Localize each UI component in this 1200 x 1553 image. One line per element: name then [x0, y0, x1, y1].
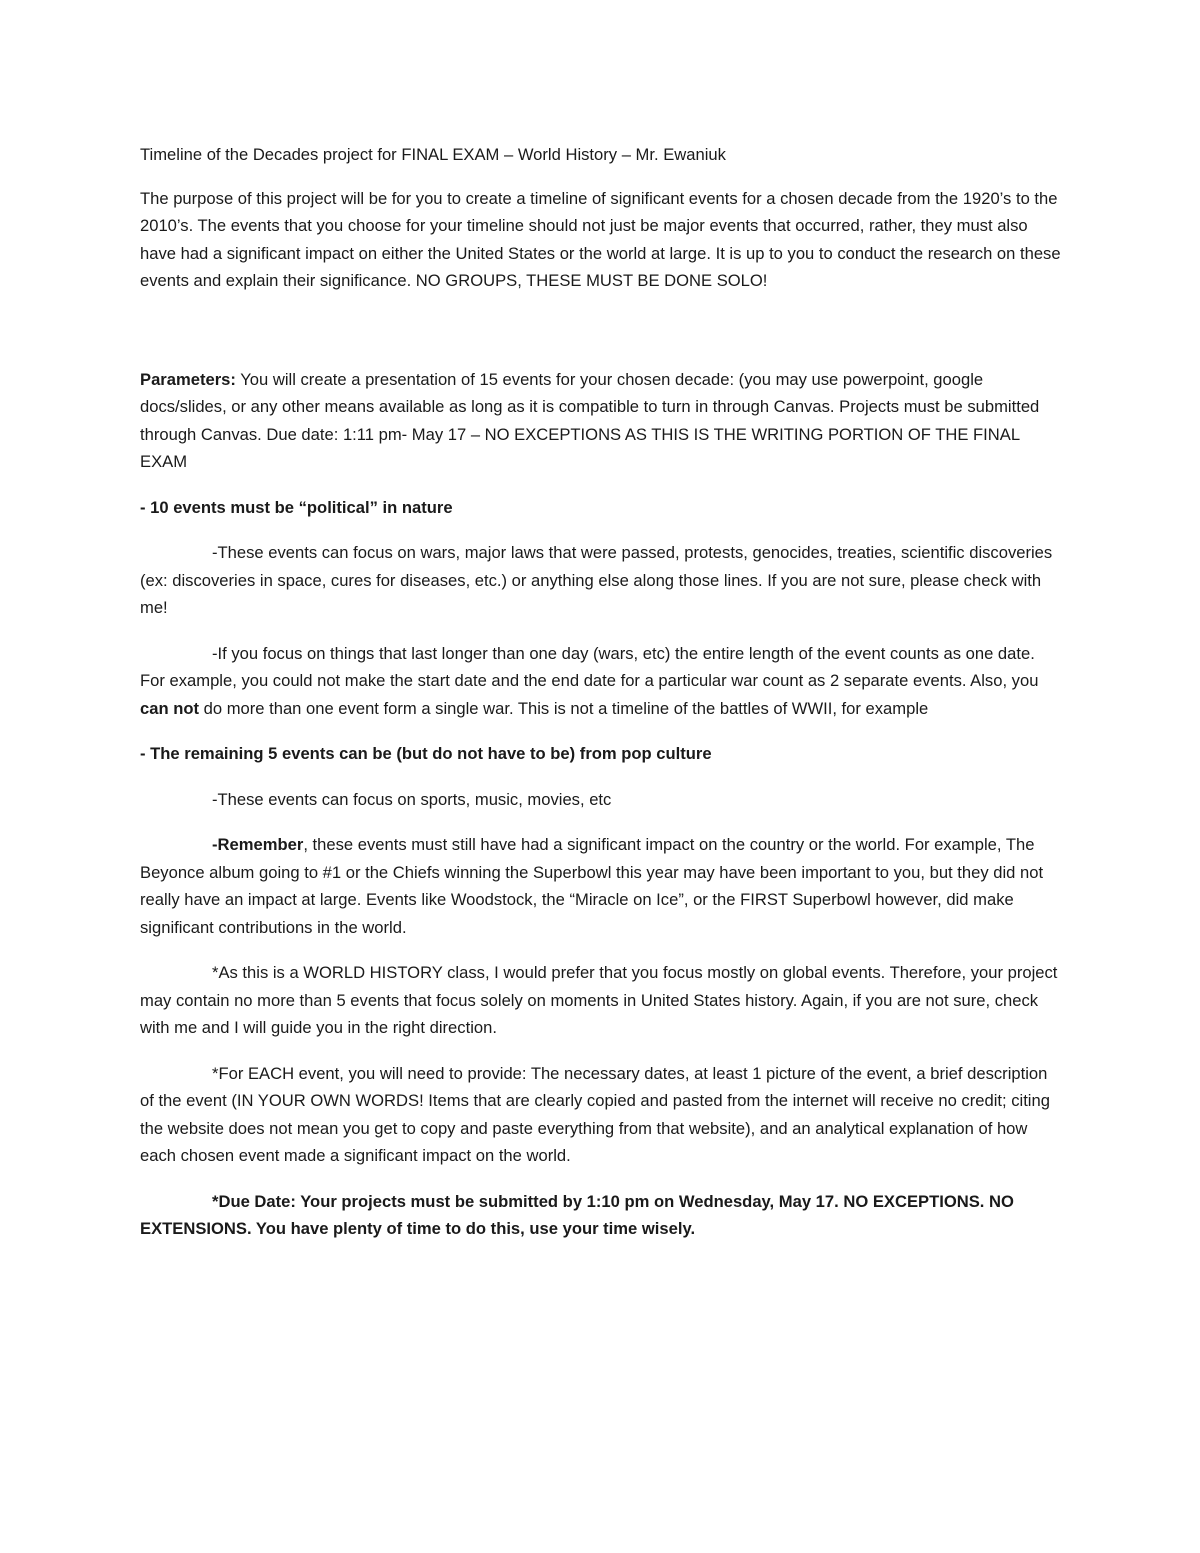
political-paragraph-2-end: do more than one event form a single war. This is not a timeline of the battles of WWII, for example	[199, 698, 929, 718]
due-date-note	[140, 1188, 1062, 1243]
political-paragraph-2-start: -If you focus on things that last longer than one day (wars, etc) the entire length of the event counts as one date. For example, you could not make the start date and the end date for a particular war count as 2 separate events. Also, you	[140, 643, 1039, 690]
parameters-text: You will create a presentation of 15 events for your chosen decade: (you may use powerpoint, google docs/slides, or any other means available as long as it is compatible to turn in through Canvas. Projects must be submitted through Canvas. Due date: 1:11 pm- May 17 – NO EXCEPTIONS AS THIS IS THE WRITING PORTION OF THE FINAL EXAM	[140, 369, 1040, 471]
political-heading-text: - 10 events must be “political” in nature	[140, 497, 453, 517]
political-heading	[140, 494, 1062, 522]
parameters-paragraph	[140, 366, 1062, 476]
due-date-text: *Due Date: Your projects must be submitted by 1:10 pm on Wednesday, May 17. NO EXCEPTIONS. NO EXTENSIONS. You have plenty of time to do this, use your time wisely.	[140, 1191, 1014, 1238]
parameters-label: Parameters:	[140, 369, 236, 389]
remember-label: -Remember	[212, 835, 304, 854]
pop-culture-heading-text: - The remaining 5 events can be (but do not have to be) from pop culture	[140, 744, 712, 763]
pop-culture-paragraph-1: -These events can focus on sports, music, movies, etc	[212, 789, 612, 809]
remember-text: , these events must still have had a significant impact on the country or the world. For example, The Beyonce album going to #1 or the Chiefs winning the Superbowl this year may have been important to you, but they did not really have an impact at large. Events like Woodstock, the “Miracle on Ice”, or the FIRST Superbowl however, did make significant contributions in the world.	[140, 835, 1044, 937]
each-event-note: *For EACH event, you will need to provide: The necessary dates, at least 1 picture of the event, a brief description of the event (IN YOUR OWN WORDS! Items that are clearly copied and pasted from the internet will receive no credit; citing the website does not mean you get to copy and paste everything from that website), and an analytical explanation of how each chosen event made a significant impact on the world.	[140, 1063, 1050, 1165]
pop-culture-paragraph-2	[140, 831, 1062, 941]
pop-culture-heading	[140, 740, 1062, 768]
political-paragraph-2	[140, 640, 1062, 723]
document-title: Timeline of the Decades project for FINAL EXAM – World History – Mr. Ewaniuk	[140, 145, 726, 164]
political-paragraph-1: -These events can focus on wars, major laws that were passed, protests, genocides, treaties, scientific discoveries (ex: discoveries in space, cures for diseases, etc.) or anything else along those lines. If you are not sure, please check with me!	[140, 543, 1053, 617]
world-history-note: *As this is a WORLD HISTORY class, I would prefer that you focus mostly on global events. Therefore, your project may contain no more than 5 events that focus solely on moments in United States history. Again, if you are not sure, check with me and I will guide you in the right direction.	[140, 963, 1058, 1037]
document-body	[140, 141, 1062, 1261]
intro-paragraph: The purpose of this project will be for you to create a timeline of significant events for a chosen decade from the 1920’s to the 2010’s. The events that you choose for your timeline should not just be major events that occurred, rather, they must also have had a significant impact on either the United States or the world at large. It is up to you to conduct the research on these events and explain their significance. NO GROUPS, THESE MUST BE DONE SOLO!	[140, 188, 1061, 290]
political-paragraph-2-emphasis: can not	[140, 698, 200, 718]
